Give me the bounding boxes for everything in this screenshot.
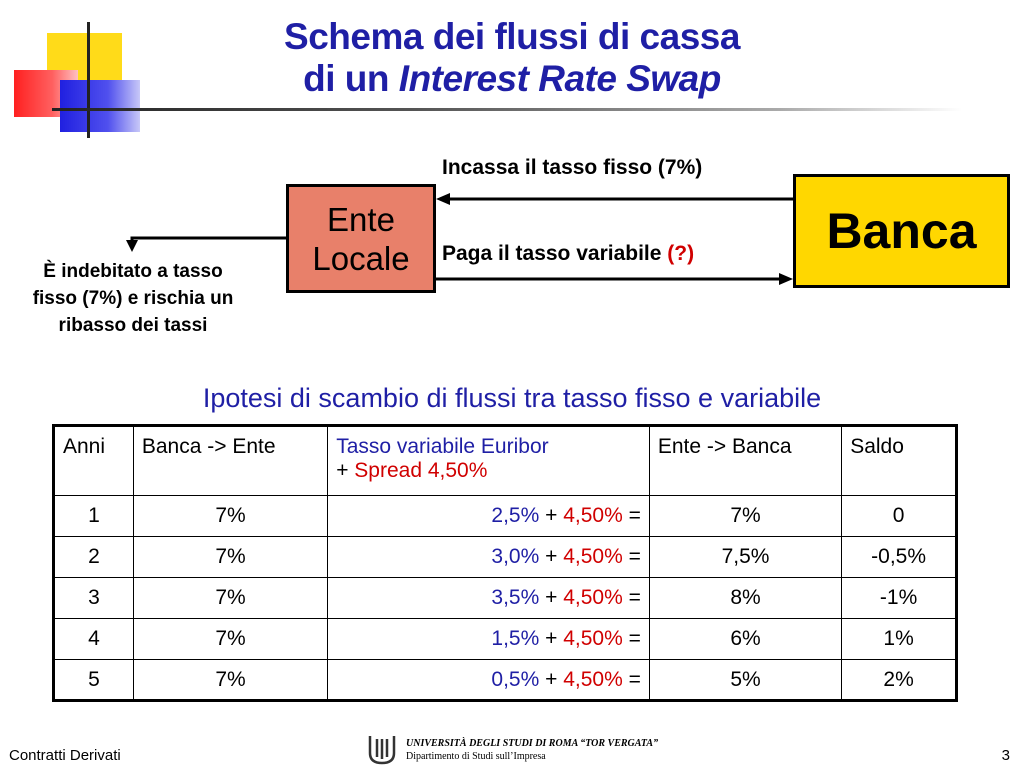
cell-euribor: 3,0%	[491, 545, 540, 568]
ente-label-line1: Ente	[327, 200, 395, 238]
cell-saldo: 1%	[842, 619, 957, 660]
cell-anno: 4	[54, 619, 134, 660]
cell-ente-banca: 6%	[649, 619, 841, 660]
cell-tasso-variabile	[328, 660, 650, 701]
cell-spread: 4,50%	[563, 504, 623, 527]
variable-rate-text: Paga il tasso variabile	[442, 242, 668, 265]
header-ente-banca: Ente -> Banca	[649, 426, 841, 496]
cell-banca-ente: 7%	[133, 578, 327, 619]
header-banca-ente: Banca -> Ente	[133, 426, 327, 496]
header-tasso-spread: Spread 4,50%	[354, 459, 488, 482]
cell-anno: 5	[54, 660, 134, 701]
university-name: UNIVERSITÀ DEGLI STUDI DI ROMA “TOR VERGATA”	[406, 738, 659, 749]
table-caption: Ipotesi di scambio di flussi tra tasso fisso e variabile	[202, 383, 822, 413]
cell-plus: +	[539, 545, 564, 568]
footer-course-title: Contratti Derivati	[9, 747, 121, 764]
header-tasso-line1: Tasso variabile Euribor	[336, 435, 549, 458]
university-caption	[406, 737, 658, 763]
cell-anno: 3	[54, 578, 134, 619]
table-row	[54, 660, 957, 701]
department-name: Dipartimento di Studi sull’Impresa	[406, 751, 546, 762]
cell-equals: =	[622, 667, 641, 691]
debt-note-line3: ribasso dei tassi	[58, 315, 208, 336]
ente-locale-box	[286, 184, 436, 293]
header-saldo: Saldo	[842, 426, 957, 496]
cell-spread: 4,50%	[563, 545, 623, 568]
cell-equals: =	[622, 504, 641, 527]
cell-plus: +	[539, 667, 564, 691]
debt-note-line1: È indebitato a tasso	[43, 261, 223, 282]
cell-plus: +	[539, 504, 564, 527]
cell-ente-banca: 8%	[649, 578, 841, 619]
university-logo-icon	[366, 733, 398, 765]
variable-rate-question: (?)	[667, 242, 695, 265]
table-row	[54, 496, 957, 537]
banca-label: Banca	[826, 203, 977, 259]
cash-flow-table	[52, 424, 958, 702]
title-line-2-prefix: di un	[303, 58, 399, 99]
debt-note-line2: fisso (7%) e rischia un	[32, 288, 234, 309]
cell-ente-banca: 7%	[649, 496, 841, 537]
arrow-fixed-rate-head	[436, 193, 450, 205]
cell-anno: 1	[54, 496, 134, 537]
cell-tasso-variabile	[328, 496, 650, 537]
debt-note	[2, 258, 264, 339]
cell-ente-banca: 7,5%	[649, 537, 841, 578]
table-row	[54, 537, 957, 578]
arrow-debt-line	[132, 238, 286, 244]
cell-plus: +	[539, 627, 564, 650]
variable-rate-label	[442, 242, 694, 266]
header-anni: Anni	[54, 426, 134, 496]
cell-anno: 2	[54, 537, 134, 578]
cell-euribor: 3,5%	[491, 586, 540, 609]
cell-euribor: 2,5%	[491, 504, 540, 527]
cell-spread: 4,50%	[563, 667, 623, 691]
cell-saldo: -1%	[842, 578, 957, 619]
cell-plus: +	[539, 586, 564, 609]
cell-ente-banca: 5%	[649, 660, 841, 701]
cell-saldo: -0,5%	[842, 537, 957, 578]
page-number: 3	[1001, 747, 1010, 764]
cell-euribor: 0,5%	[491, 667, 540, 691]
title-line-1: Schema dei flussi di cassa	[284, 16, 740, 57]
cell-euribor: 1,5%	[491, 627, 540, 650]
arrow-debt-head	[126, 240, 138, 252]
cell-spread: 4,50%	[563, 627, 623, 650]
cell-tasso-variabile	[328, 537, 650, 578]
cell-saldo: 2%	[842, 660, 957, 701]
fixed-rate-label: Incassa il tasso fisso (7%)	[442, 156, 703, 179]
cell-banca-ente: 7%	[133, 496, 327, 537]
banca-box	[793, 174, 1010, 288]
table-row	[54, 578, 957, 619]
cell-tasso-variabile	[328, 619, 650, 660]
cell-saldo: 0	[842, 496, 957, 537]
cell-tasso-variabile	[328, 578, 650, 619]
table-row	[54, 619, 957, 660]
header-tasso-plus: +	[336, 459, 355, 482]
cell-banca-ente: 7%	[133, 619, 327, 660]
cell-banca-ente: 7%	[133, 537, 327, 578]
cell-equals: =	[622, 545, 641, 568]
cell-spread: 4,50%	[563, 586, 623, 609]
title-line-2-italic: Interest Rate Swap	[398, 58, 721, 99]
header-tasso-variabile	[328, 426, 650, 496]
cell-banca-ente: 7%	[133, 660, 327, 701]
ente-label-line2: Locale	[312, 239, 410, 277]
cell-equals: =	[622, 586, 641, 609]
arrow-variable-rate-head	[779, 273, 793, 285]
table-header-row	[54, 426, 957, 496]
cell-equals: =	[622, 627, 641, 650]
